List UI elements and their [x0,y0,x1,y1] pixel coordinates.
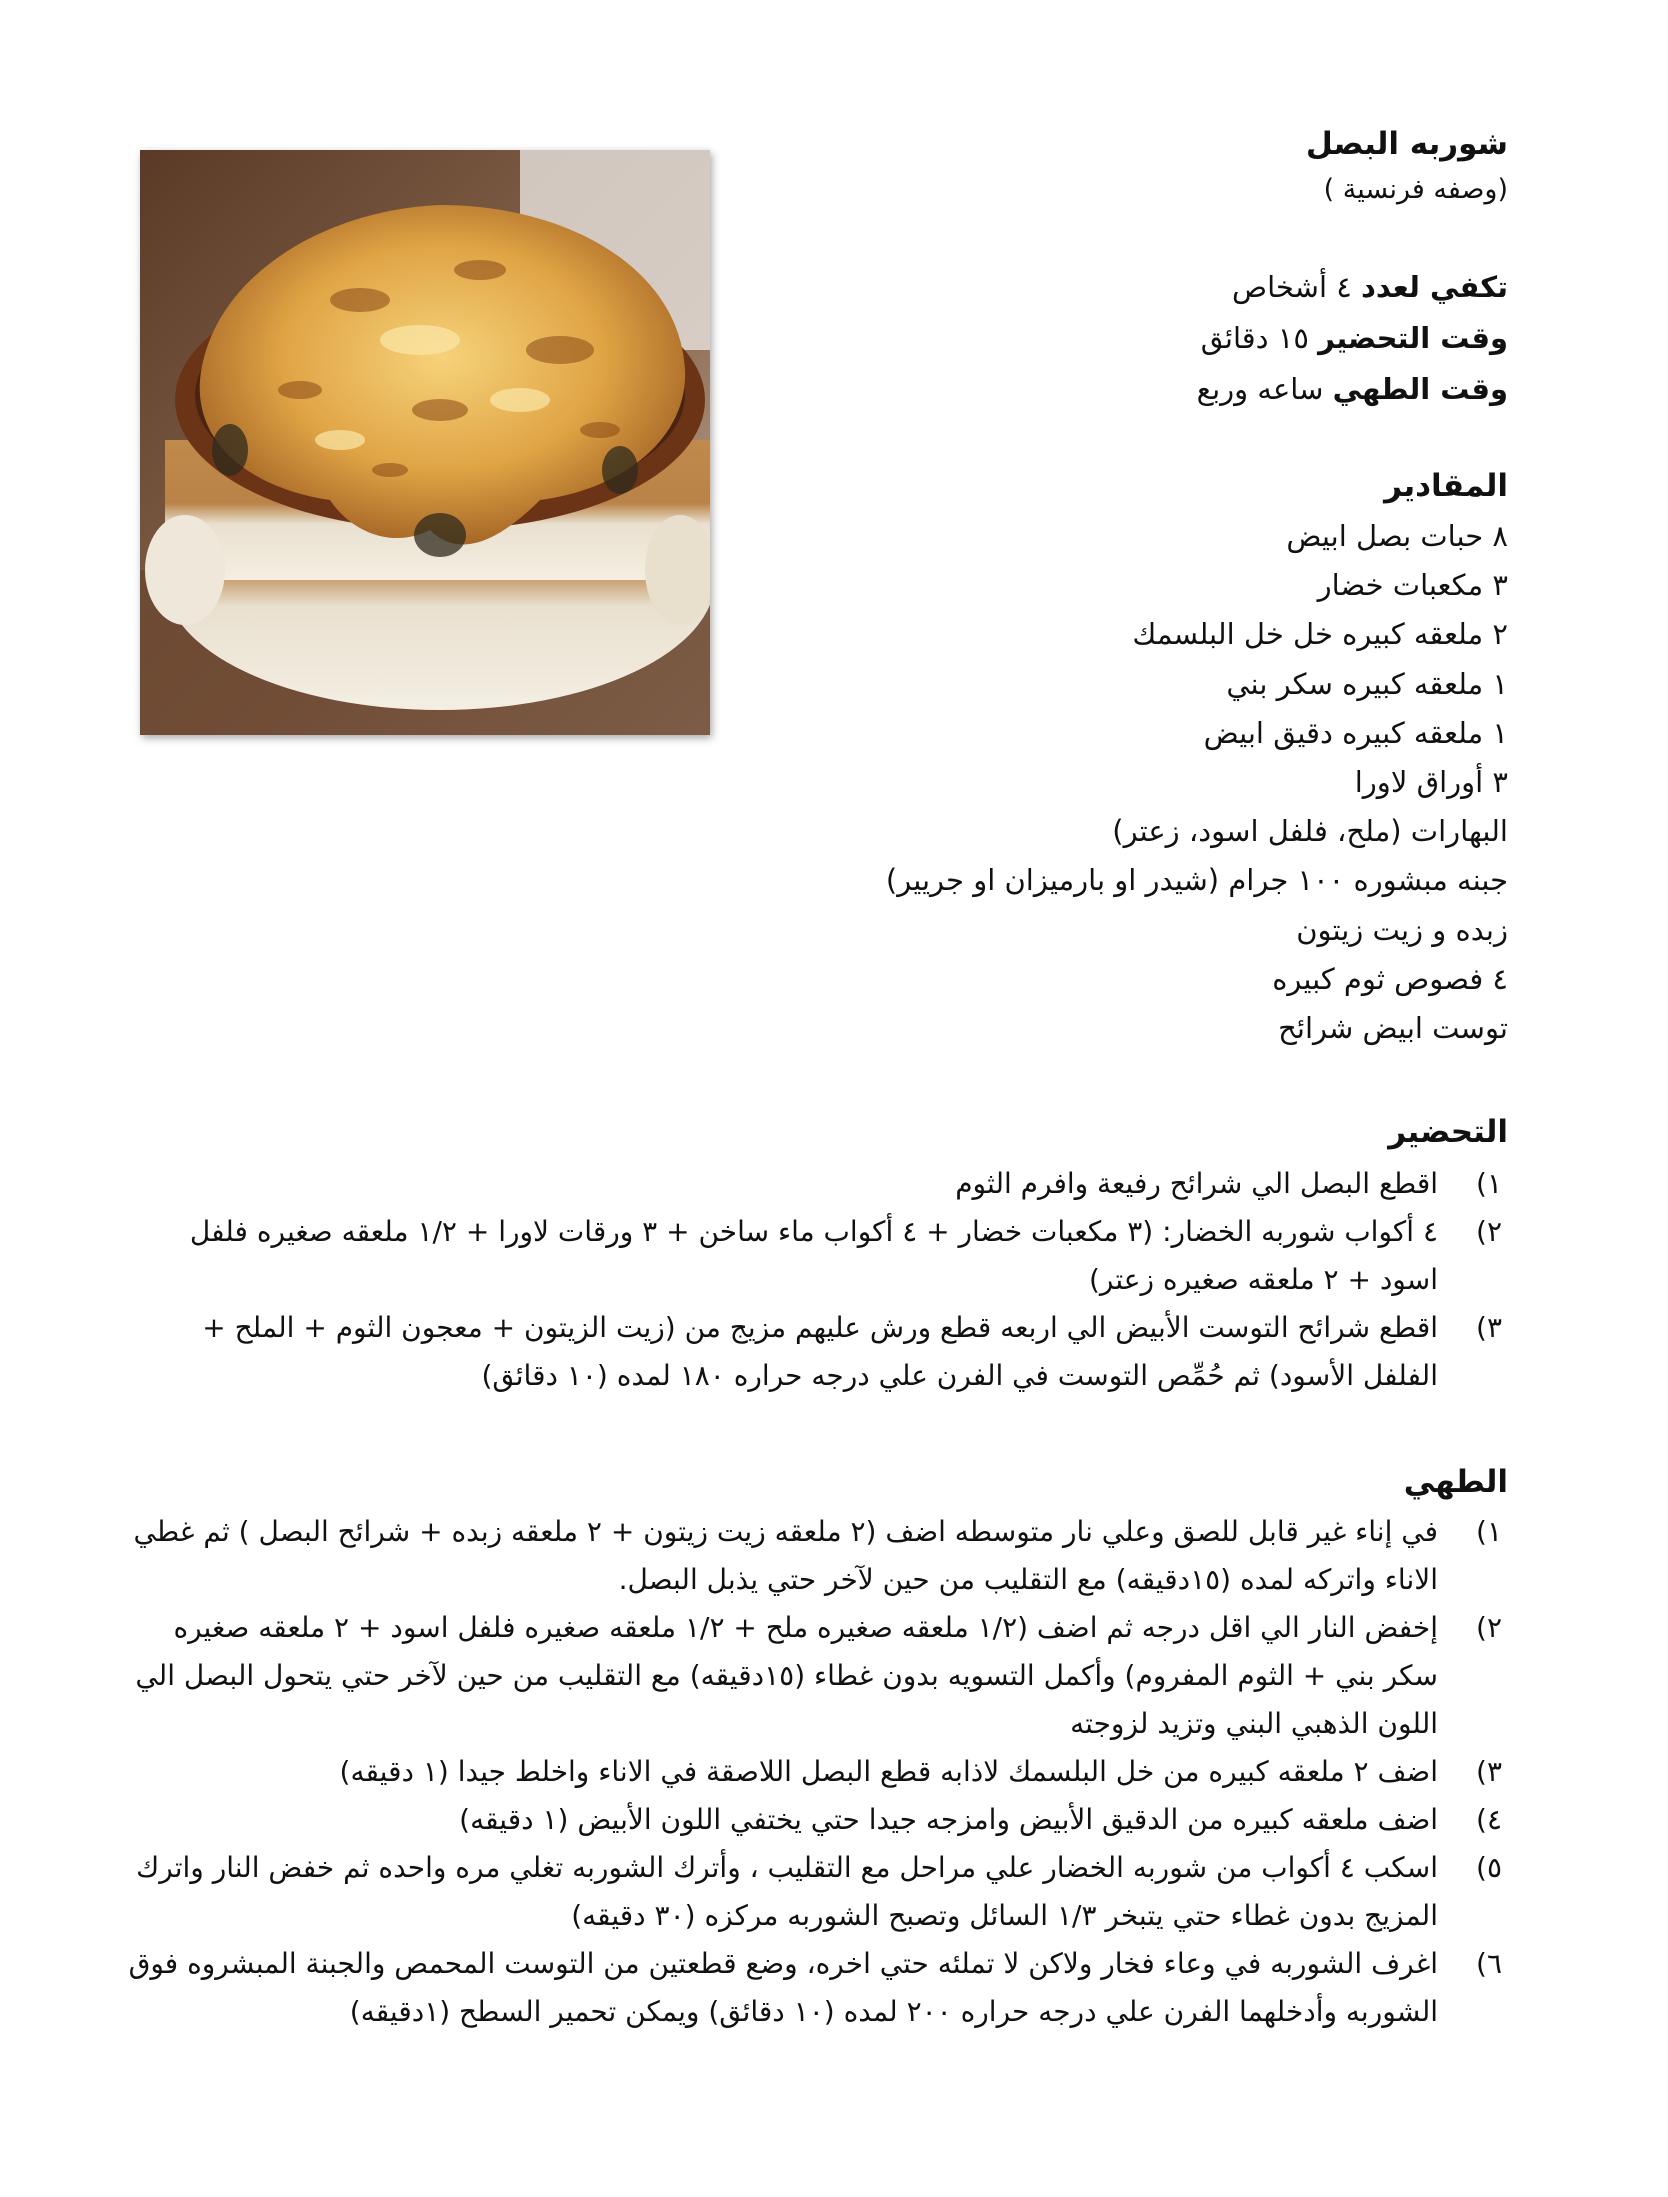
ingredient-item: ١ ملعقه كبيره سكر بني [1226,666,1508,701]
ingredient-item: البهارات (ملح، فلفل اسود، زعتر) [1112,814,1508,849]
cook-time-value: ساعه وربع [1196,372,1324,406]
preparation-step [148,1208,1508,1304]
ingredient-item: ٤ فصوص ثوم كبيره [1272,961,1508,996]
step-text: ٤ أكواب شوربه الخضار: (٣ مكعبات خضار + ٤ أكواب ماء ساخن + ٣ ورقات لاورا + ١/٢ ملعقه صغيره فلفل اسود + ٢ ملعقه صغيره زعتر) [189,1215,1438,1296]
soup-illustration [140,150,710,735]
recipe-subtitle: (وصفه فرنسية ) [1323,174,1508,205]
ingredient-item: ٨ حبات بصل ابيض [1286,519,1508,553]
cooking-step [128,1844,1508,1940]
cooking-step [128,1796,1508,1844]
servings-value: ٤ أشخاص [1232,270,1352,304]
ingredient-item: توست ابيض شرائح [1278,1011,1508,1046]
step-text: اقطع البصل الي شرائح رفيعة وافرم الثوم [955,1167,1438,1200]
step-number: ٣) [1476,1755,1502,1788]
soup-photo [140,150,710,735]
preparation-heading: التحضير [1388,1114,1508,1150]
ingredients-list [886,512,1508,1053]
step-number: ١) [1476,1167,1502,1200]
step-text: اسكب ٤ أكواب من شوربه الخضار علي مراحل مع التقليب ، وأترك الشوربه تغلي مره واحده ثم خفض النار واترك المزيج بدون غطاء حتي يتبخر ١/٣ السائل وتصبح الشوربه مركزه (٣٠ دقيقه) [136,1851,1438,1932]
cooking-heading: الطهي [1403,1464,1508,1500]
step-number: ٣) [1476,1311,1502,1344]
cooking-steps [128,1508,1508,2036]
step-number: ١) [1476,1515,1502,1548]
cook-time-row [1197,364,1508,415]
recipe-title: شوربه البصل [1305,126,1508,162]
step-number: ٤) [1476,1803,1502,1836]
servings-label: تكفي لعدد [1361,270,1508,304]
prep-time-row [1197,313,1508,364]
step-number: ٢) [1476,1215,1502,1248]
step-text: اضف ٢ ملعقه كبيره من خل البلسمك لاذابه قطع البصل اللاصقة في الاناء واخلط جيدا (١ دقيقه) [339,1755,1438,1788]
ingredient-item: ٣ أوراق لاورا [1354,765,1508,800]
prep-time-value: ١٥ دقائق [1200,321,1309,355]
ingredients-heading: المقادير [1384,468,1508,504]
servings-row [1197,262,1508,313]
step-number: ٢) [1476,1611,1502,1644]
prep-time-label: وقت التحضير [1318,321,1508,355]
cooking-step [128,1748,1508,1796]
preparation-step [148,1160,1508,1208]
ingredient-item: زبده و زيت زيتون [1296,912,1508,947]
preparation-step [148,1304,1508,1400]
step-number: ٥) [1476,1851,1502,1884]
cooking-step [128,1604,1508,1748]
cooking-step [128,1508,1508,1604]
step-text: إخفض النار الي اقل درجه ثم اضف (١/٢ ملعقه صغيره ملح + ١/٢ ملعقه صغيره فلفل اسود + ٢ ملعقه صغيره سكر بني + الثوم المفروم) وأكمل التسويه بدون غطاء (١٥دقيقه) مع التقليب من حين لآخر حتي يتحول البصل الي اللون الذهبي البني وتزيد لزوجته [135,1611,1438,1740]
ingredient-item: ١ ملعقه كبيره دقيق ابيض [1203,715,1508,750]
recipe-meta [1197,262,1508,415]
preparation-steps [148,1160,1508,1400]
step-text: اقطع شرائح التوست الأبيض الي اربعه قطع ورش عليهم مزيج من (زيت الزيتون + معجون الثوم + الملح + الفلفل الأسود) ثم حُمِّص التوست في الفرن علي درجه حراره ١٨٠ لمده (١٠ دقائق) [202,1311,1438,1392]
ingredient-item: ٣ مكعبات خضار [1317,568,1508,603]
ingredient-item: جبنه مبشوره ١٠٠ جرام (شيدر او بارميزان او جريير) [885,863,1508,898]
cooking-step [128,1940,1508,2036]
step-text: في إناء غير قابل للصق وعلي نار متوسطه اضف (٢ ملعقه زيت زيتون + ٢ ملعقه زبده + شرائح البصل ) ثم غطي الاناء واتركه لمده (١٥دقيقه) مع التقليب من حين لآخر حتي يذبل البصل. [133,1515,1438,1596]
ingredient-item: ٢ ملعقه كبيره خل خل البلسمك [1132,617,1508,652]
step-text: اضف ملعقه كبيره من الدقيق الأبيض وامزجه جيدا حتي يختفي اللون الأبيض (١ دقيقه) [459,1803,1438,1836]
step-text: اغرف الشوربه في وعاء فخار ولاكن لا تملئه حتي اخره، وضع قطعتين من التوست المحمص والجبنة المبشروه فوق الشوربه وأدخلهما الفرن علي درجه حراره ٢٠٠ لمده (١٠ دقائق) ويمكن تحمير السطح (١دقيقه) [128,1947,1438,2028]
step-number: ٦) [1476,1947,1502,1980]
cook-time-label: وقت الطهي [1332,372,1508,406]
